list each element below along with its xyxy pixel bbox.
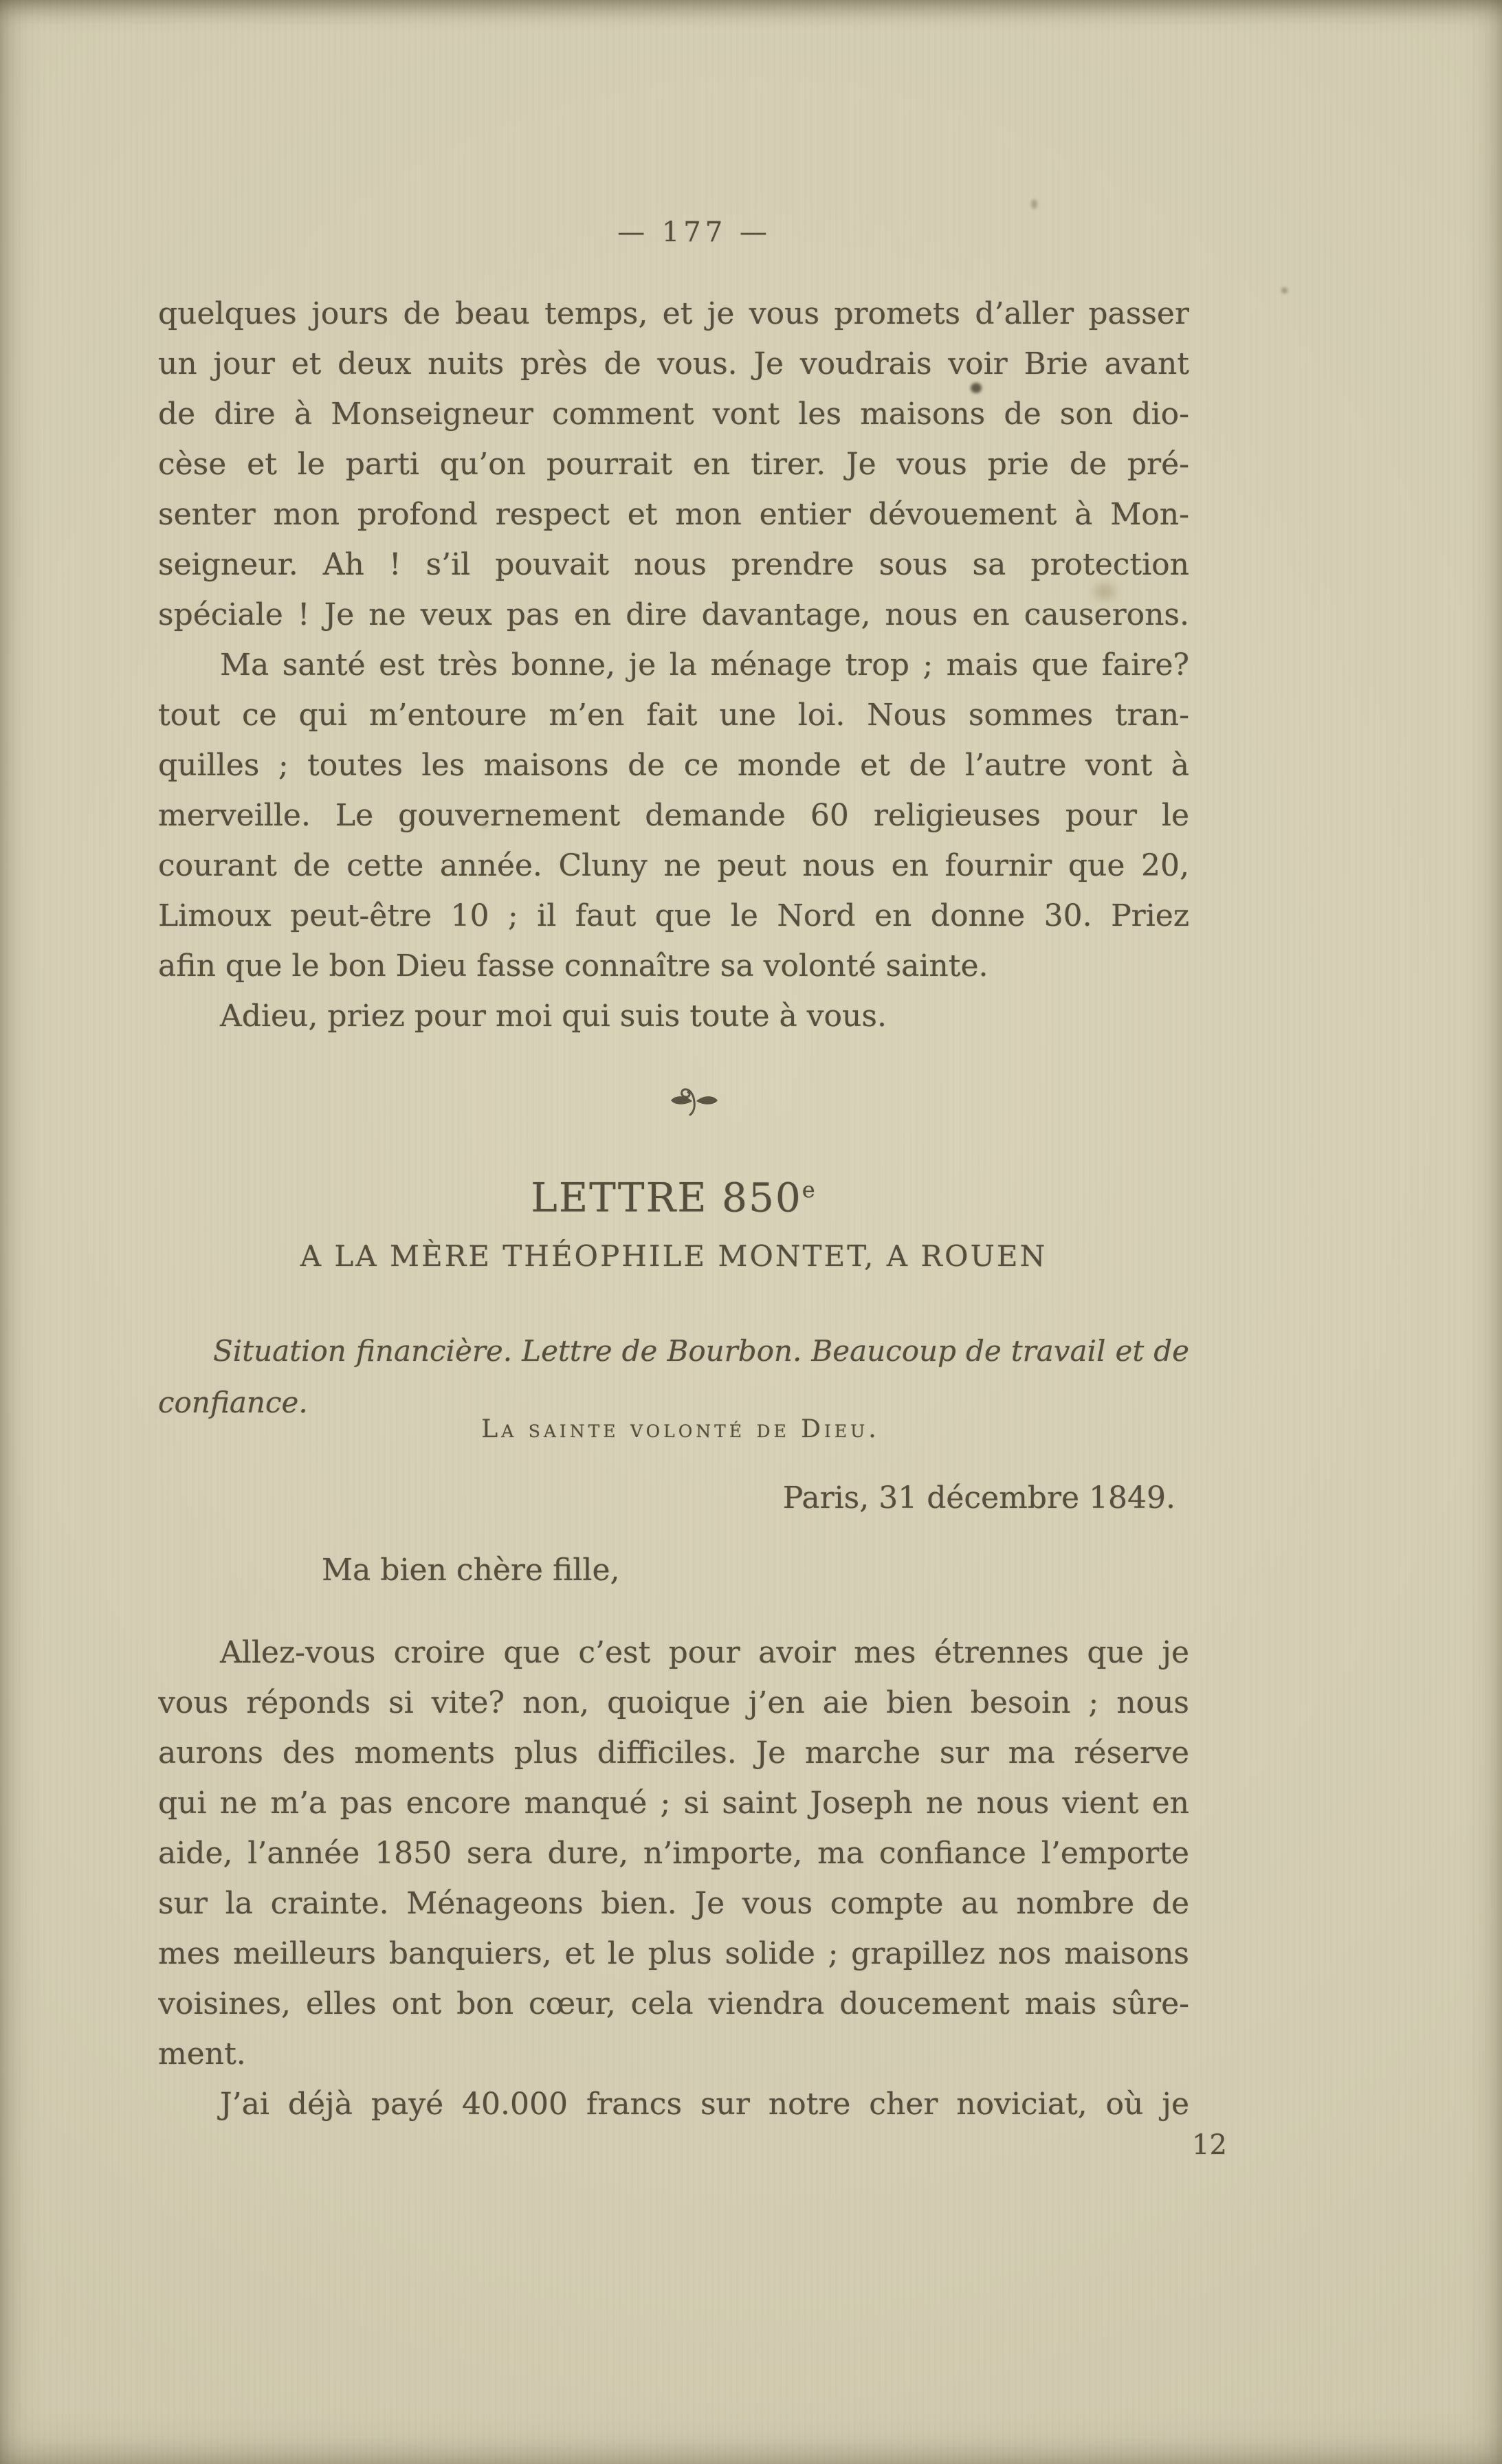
letter-addressee: A LA MÈRE THÉOPHILE MONTET, A ROUEN	[300, 1239, 1048, 1273]
text-line: voisines, elles ont bon cœur, cela viendra doucement mais sûre-	[158, 1986, 1189, 2021]
text-line: tout ce qui m’entoure m’en fait une loi. Nous sommes tran-	[158, 698, 1189, 733]
text-line: merveille. Le gouvernement demande 60 religieuses pour le	[158, 798, 1189, 833]
letter-dateline: Paris, 31 décembre 1849.	[782, 1480, 1175, 1516]
letter-number-superscript: e	[802, 1177, 817, 1203]
text-line: qui ne m’a pas encore manqué ; si saint Joseph ne nous vient en	[158, 1786, 1189, 1821]
paper-smudge	[1094, 584, 1115, 599]
ink-speck	[971, 383, 982, 393]
text-line: aurons des moments plus difficiles. Je marche sur ma réserve	[158, 1735, 1189, 1771]
text-line: Allez-vous croire que c’est pour avoir mes étrennes que je	[220, 1635, 1189, 1670]
opening-paragraph	[158, 289, 1189, 1041]
folio-page-number: — 177 —	[617, 217, 771, 248]
text-line: de dire à Monseigneur comment vont les maisons de son dio-	[158, 397, 1189, 432]
text-line: cèse et le parti qu’on pourrait en tirer. Je vous prie de pré-	[158, 447, 1189, 482]
text-line: afin que le bon Dieu fasse connaître sa volonté sainte.	[158, 948, 989, 984]
text-line: confiance.	[158, 1386, 308, 1419]
text-line: seigneur. Ah ! s’il pouvait nous prendre sous sa protection	[158, 547, 1189, 582]
text-line: Adieu, priez pour moi qui suis toute à vous.	[220, 999, 887, 1034]
letter-body	[158, 1628, 1189, 2129]
text-line: J’ai déjà payé 40.000 francs sur notre cher noviciat, où je	[220, 2087, 1189, 2122]
ink-speck	[1031, 199, 1037, 209]
text-line: Ma santé est très bonne, je la ménage trop ; mais que faire?	[220, 647, 1189, 682]
text-line: Limoux peut-être 10 ; il faut que le Nord en donne 30. Priez	[158, 898, 1189, 933]
letter-salutation: Ma bien chère fille,	[322, 1553, 620, 1588]
text-line: senter mon profond respect et mon entier dévouement à Mon-	[158, 497, 1189, 532]
text-line: mes meilleurs banquiers, et le plus solide ; grapillez nos maisons	[158, 1936, 1189, 1971]
text-line: Situation financière. Lettre de Bourbon. Beaucoup de travail et de	[213, 1334, 1189, 1368]
text-line: quilles ; toutes les maisons de ce monde et de l’autre vont à	[158, 748, 1189, 783]
text-line: sur la crainte. Ménageons bien. Je vous compte au nombre de	[158, 1886, 1189, 1921]
text-line: ment.	[158, 2036, 246, 2072]
text-line: un jour et deux nuits près de vous. Je voudrais voir Brie avant	[158, 346, 1189, 381]
letter-number: LETTRE 850	[531, 1174, 802, 1221]
ink-speck	[1281, 287, 1288, 293]
text-line: vous réponds si vite? non, quoique j’en aie bien besoin ; nous	[158, 1685, 1189, 1720]
letter-heading	[158, 1164, 1189, 1223]
text-line: spéciale ! Je ne veux pas en dire davantage, nous en causerons.	[158, 597, 1189, 632]
text-line: courant de cette année. Cluny ne peut nous en fournir que 20,	[158, 848, 1189, 883]
ink-speck	[481, 822, 488, 828]
letter-motto: La sainte volonté de Dieu.	[481, 1415, 880, 1443]
printer-signature-mark: 12	[1192, 2129, 1227, 2161]
section-divider	[158, 1080, 1230, 1124]
text-line: quelques jours de beau temps, et je vous promets d’aller passer	[158, 296, 1189, 331]
fleuron-icon	[667, 1111, 722, 1124]
text-line: aide, l’année 1850 sera dure, n’importe, ma confiance l’emporte	[158, 1836, 1189, 1871]
